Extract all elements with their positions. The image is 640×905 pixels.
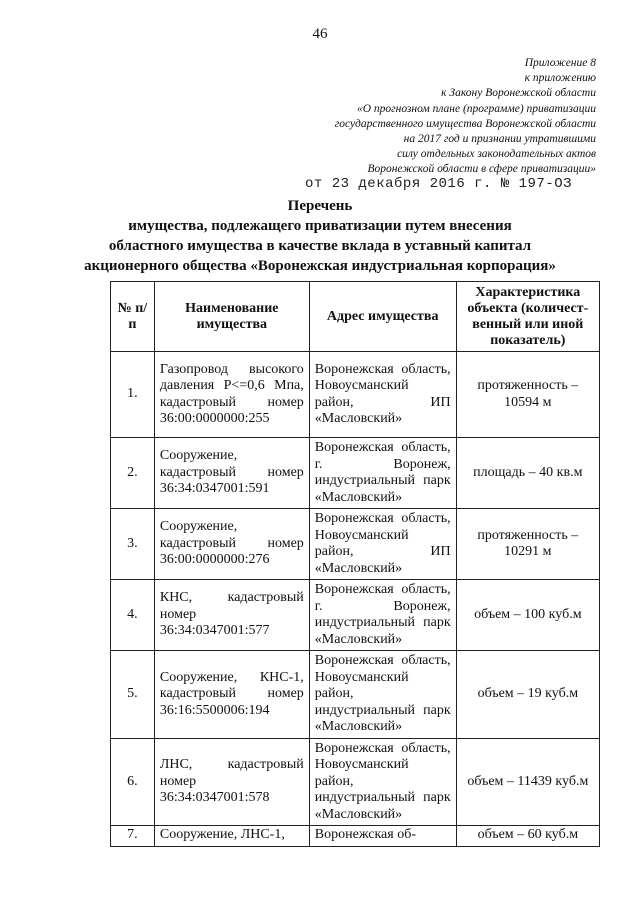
appendix-line: Воронежской области в сфере приватизации»	[367, 163, 596, 176]
row-characteristic: объем – 60 куб.м	[456, 826, 599, 847]
title-line: Перечень	[287, 198, 353, 214]
table-row	[111, 738, 600, 826]
law-date-stamp: от 23 декабря 2016 г. № 197-ОЗ	[305, 176, 573, 192]
header-number: № п/п	[111, 282, 155, 352]
appendix-line: силу отдельных законодательных актов	[397, 148, 596, 161]
row-address: Воронежская область, Новоусманский район, индустриальный парк «Масловский»	[309, 651, 456, 739]
row-characteristic: протяженность – 10291 м	[456, 509, 599, 580]
appendix-line: Приложение 8	[524, 57, 596, 69]
row-address: Воронежская об-	[309, 826, 456, 847]
property-table	[110, 281, 600, 847]
appendix-line: на 2017 год и признании утратившими	[403, 133, 596, 146]
title-line: областного имущества в качестве вклада в уставный капитал	[108, 238, 532, 254]
header-name: Наименование имущества	[154, 282, 309, 352]
row-characteristic: площадь – 40 кв.м	[456, 438, 599, 509]
row-number: 4.	[111, 580, 155, 651]
row-number: 6.	[111, 738, 155, 826]
row-name: Сооружение, КНС-1, кадастровый номер 36:16:5500006:194	[154, 651, 309, 739]
table-row	[111, 352, 600, 438]
row-name: КНС, кадастровый номер 36:34:0347001:577	[154, 580, 309, 651]
row-characteristic: объем – 19 куб.м	[456, 651, 599, 739]
appendix-line: «О прогнозном плане (программе) приватизации	[356, 102, 596, 115]
row-address: Воронежская область, Новоусманский район, ИП «Масловский»	[309, 352, 456, 438]
appendix-block	[176, 56, 596, 178]
table-row	[111, 826, 600, 847]
row-name: Сооружение, кадастровый номер 36:00:0000000:276	[154, 509, 309, 580]
row-number: 3.	[111, 509, 155, 580]
header-characteristic: Характеристика объекта (количест-венный или иной показатель)	[456, 282, 599, 352]
page-number: 46	[312, 26, 328, 42]
table-row	[111, 580, 600, 651]
row-number: 2.	[111, 438, 155, 509]
row-address: Воронежская область, г. Воронеж, индустриальный парк «Масловский»	[309, 580, 456, 651]
row-address: Воронежская область, Новоусманский район, ИП «Масловский»	[309, 509, 456, 580]
appendix-line: к Закону Воронежской области	[441, 87, 596, 100]
appendix-line: к приложению	[524, 72, 596, 85]
title-line: акционерного общества «Воронежская индустриальная корпорация»	[84, 258, 556, 274]
row-characteristic: объем – 100 куб.м	[456, 580, 599, 651]
row-number: 5.	[111, 651, 155, 739]
row-characteristic: протяженность – 10594 м	[456, 352, 599, 438]
row-characteristic: объем – 11439 куб.м	[456, 738, 599, 826]
row-name: ЛНС, кадастровый номер 36:34:0347001:578	[154, 738, 309, 826]
row-address: Воронежская область, Новоусманский район, индустриальный парк «Масловский»	[309, 738, 456, 826]
document-title	[0, 196, 640, 276]
row-name: Газопровод высокого давления Р<=0,6 Мпа, кадастровый номер 36:00:0000000:255	[154, 352, 309, 438]
table-row	[111, 651, 600, 739]
row-name: Сооружение, ЛНС-1,	[154, 826, 309, 847]
title-line: имущества, подлежащего приватизации путем внесения	[128, 218, 512, 234]
appendix-line: государственного имущества Воронежской области	[334, 117, 596, 130]
table-header-row	[111, 282, 600, 352]
row-name: Сооружение, кадастровый номер 36:34:0347001:591	[154, 438, 309, 509]
table-row	[111, 509, 600, 580]
header-address: Адрес имущества	[309, 282, 456, 352]
row-number: 1.	[111, 352, 155, 438]
table-row	[111, 438, 600, 509]
row-address: Воронежская область, г. Воронеж, индустриальный парк «Масловский»	[309, 438, 456, 509]
row-number: 7.	[111, 826, 155, 847]
